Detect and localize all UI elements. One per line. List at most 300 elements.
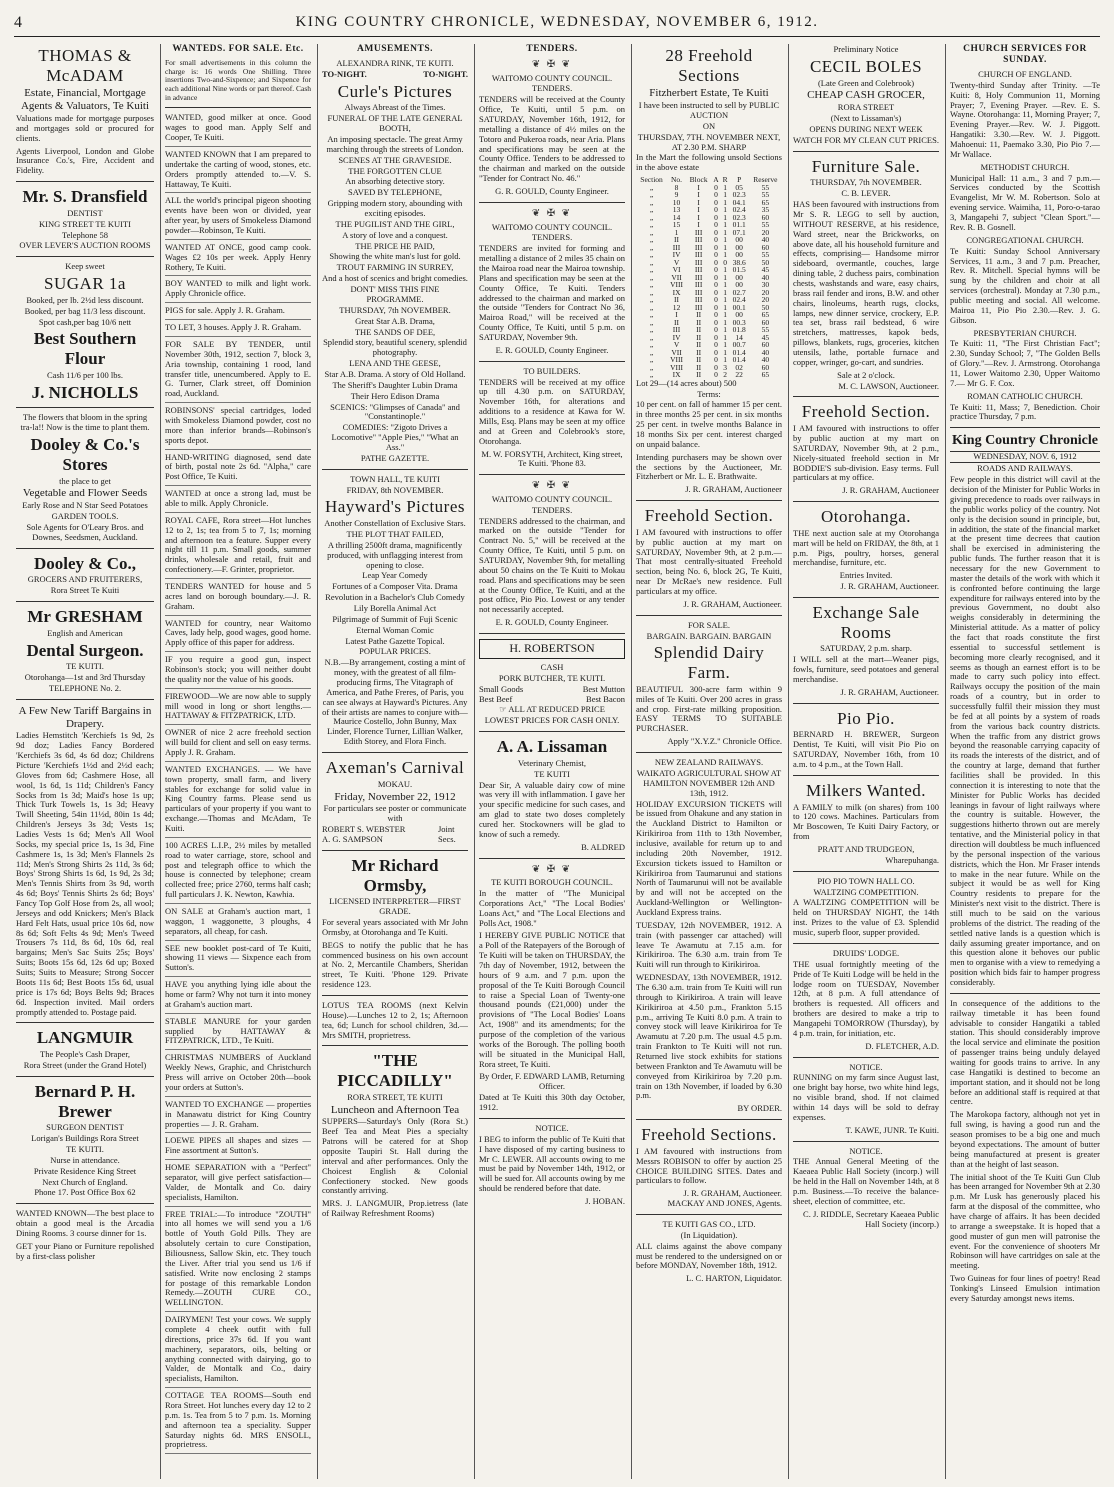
langmuir-sub: The People's Cash Draper, [40,1049,130,1060]
column-rule [160,44,161,1479]
table-row [636,221,782,229]
england-body: Twenty-third Sunday after Trinity. —Te Kuiti: 8, Holy Communion 11, Morning Prayer; 7, Evening Prayer. —Rev. E. S. Wayne. Otorohanga: 11, Morning Prayer; 7, Evening Prayer.—Rev. W. J. Piggott. Hangatiki: 3.30.—Rev. W. J. Piggott. Mahoenui: 11, Paemako 3.30, Pio Pio 7.—Mr Wallace. [950,79,1100,159]
table-cell: 1 [723,272,727,282]
table-header-cell: No. [671,175,683,185]
classified-ad: ON SALE at Graham's auction mart, 1 waggon, 1 waggonette, 3 ploughs, 4 separators, all cheap, for cash. [165,907,311,941]
preliminary-notice: Preliminary Notice [833,44,899,54]
mart-note: In the Mart the following unsold Sections in the above estate [636,152,782,173]
editorial-p3: The Marokopa factory, although not yet in full swing, is having a good run and the season promises to be a big one and much beyond expectations. The amount of butter being manufactured at present is greater than at the height of last season. [950,1109,1100,1169]
table-cell: 00.3 [732,317,746,327]
table-cell: 38.6 [732,257,746,267]
table-cell: I [697,182,700,192]
axeman-body: For particulars see poster or communicate with [323,803,467,824]
table-cell: 40 [761,355,770,365]
pratt: PRATT AND TRUDGEON, [817,844,915,855]
table-cell: 00 [735,242,743,252]
table-cell: II [696,310,702,320]
dooley2-title: Dooley & Co., [34,553,136,573]
table-cell: 50 [761,302,770,312]
table-cell: III [694,235,703,245]
dransfield-note: OVER LEVER'S AUCTION ROOMS [19,240,151,251]
table-cell: 1 [723,325,727,335]
classified-ad: WANTED TO EXCHANGE — properties in Manawatu district for King Country properties — J. R. Graham. [165,1100,311,1134]
axeman-date: Friday, November 22, 1912 [334,790,456,803]
railways: NEW ZEALAND RAILWAYS. [654,757,764,768]
piopio-title: Pio Pio. [837,708,895,728]
table-cell: VIII [670,355,683,365]
editorial-p1: Few people in this district will cavil at the decision of the Minister for Public Works in giving precedence to roads over railways in the public works policy of the country. Not only is the decision sound in principle, but, in addition, the state of the financial market at the present time decrees that caution shall be exercised in administering the public funds. The further reason that it is necessary for the new Government to master the details of the work with which it is confronted before continuing the large expenditure for railways entered into by the previous Government, no doubt also weighs considerably in determining the Ministerial attitude. As a matter of policy the fact that roads constitute the first essential to successful settlement is becoming more clearly recognised, and it seems as though an earnest effort is to be made to carry such policy into effect. Railways occupy the position of the main roads of a country, but in order to successfully fulfil their mission they must be fed at all points by a system of roads from the various back country districts. When the traffic from any district grows beyond the reasonable carrying capacity of its roads the interests of the district, and of the country at large, demand that further facilities shall be provided. In this connection it is interesting to note that the Minister for Public Works has decided leanings in favour of light railways where the country is suitable. However, the suggestions hitherto thrown out are merely tentative, and the Ministerial policy in that direction will doubtless be much influenced by the personal inspection of the various districts, which the Hon. Mr Fraser intends to make in the near future. While on the subject it would be as well for King Country residents to prepare for the Minister's next visit to the district. There is still much to be said on the various problems of the district. The reading of the settled native lands is a question which is daily assuming greater importance, and on this question alone it behoves our public men to organise with a view to remedying a position which bids fair to hamper progress considerably. [950,474,1100,988]
table-row [636,206,782,214]
graham-5: J. R. GRAHAM, Auctioneer. [840,581,939,592]
table-cell: 3 [723,362,727,372]
gresham-phone: TELEPHONE No. 2. [48,683,122,694]
gould-2: E. R. GOULD, County Engineer. [495,344,609,355]
column-2 [165,44,311,1479]
table-cell: 55 [761,190,770,200]
opens: OPENS DURING NEXT WEEK [809,123,923,134]
waikato-show: WAIKATO AGRICULTURAL SHOW AT HAMILTON NOVEMBER 12th AND 13th, 1912. [636,767,782,798]
dooley-title: Dooley & Co.'s Stores [30,435,140,474]
table-cell: 22 [735,370,743,380]
congregational-body: Te Kuiti: Sunday School Anniversary Services, 11 a.m., 3 and 7 p.m. Preacher, Rev. R. Mitchell. Special hymns will be sung by the children and choir at all services (orchestral). Monday at 7.30 p.m., public meeting and social. All welcome. Mairoa 11, Pio Pio 2.30.—Rev. J. G. Gibson. [950,245,1100,325]
table-cell: „ [649,220,654,230]
presbyterian-body: Te Kuiti: 11, "The First Christian Fact"; 2.30, Sunday School; 7, "The Golden Bells of Glory."—Rev. J. Armstrong. Otorohanga 11, Lower Waitomo 2.30, Upper Waitomo 7.— Mr G. F. Cox. [950,338,1100,388]
robertson-l4a: Best Beef [479,693,513,704]
exchange-title: Exchange Sale Rooms [812,603,920,642]
freehold-section-title-2: Freehold Section. [801,402,931,422]
programme-item: A story of love and a conquest. [342,229,448,240]
table-cell: II [696,317,702,327]
table-cell: I [675,310,678,320]
classified-ad: WANTED AT ONCE, good camp cook. Wages £2 10s per week. Apply Henry Rothery, Te Kuiti. [165,243,311,277]
table-cell: II [674,317,680,327]
table-cell: 00 [735,235,743,245]
crest-icon: ❦ ✠ ❦ [531,863,573,875]
programme-item: THE PUGILIST AND THE GIRL, [335,218,455,229]
table-cell: III [694,287,703,297]
brewer-name: Bernard P. H. Brewer [34,1081,136,1121]
kawe: T. KAWE, JUNR. Te Kuiti. [845,1124,939,1135]
programme-item: THURSDAY, 7th NOVEMBER. [339,304,451,315]
terms-heading: Terms: [697,388,721,399]
table-cell: V [673,340,680,350]
table-cell: 8 [674,182,679,192]
cheap-grocer: CHEAP CASH GROCER, [807,89,925,102]
masthead [14,14,1100,37]
classified-ads [165,113,311,1454]
milkers-title: Milkers Wanted. [805,780,927,800]
table-cell: II [696,370,702,380]
robertson-l5: ALL AT REDUCED PRICE [508,704,605,715]
robertson-l3b: Best Mutton [582,683,625,694]
table-cell: 1 [674,227,679,237]
table-cell: 60 [761,362,770,372]
table-cell: „ [649,190,654,200]
church-services-header: CHURCH SERVICES FOR SUNDAY. [963,44,1087,66]
tariff-body: Ladies Hemstitch 'Kerchiefs 1s 9d, 2s 9d doz; Ladies Fancy Bordered 'Kerchiefs 3s 6d, 4s 6d doz; Childrens Picture 'Kerchiefs 1½d and 2½d each; Gloves from 6d; Cashmere Hose, all wool, 1s 6d, 1s 11d; Children's Fancy Socks from 1s 3d; Maid's hose 1s up; Thick Turk Towels 1s, 1s 3d; Heavy Twill Sheeting, 54in 11½d, 80in 1s 4d; Children's Jerseys 3s 3d; Vests 1s; Ladies Vests 1s 6d; Men's All Wool Socks, my special price 1s, 1s 3d, Fine Cashmere 1s, 1s 3d; Men's Flannels 2s 11d; Men's Strong Shirts 2s 11d, 3s 6d; Boys' Strong Shirts 1s 6d, 1s 9d, 2s 3d; Men's Tennis Shirts from 3s 9d, worth 4s 6d; Boys' Tennis Shirts 2s 6d; Boys' Fancy Top Golf Hose from 2s, all wool; Jerseys and odd Knickers; Men's Black Hard Felt Hats, usual price 10s 6d, now 8s 6d; Soft Felts 4s 9d; Men's Tweed Trousers 7s 11d, 8s 6d, 10s 6d, real bargains; Men's Sac Suits 25s; Boys' Suits; Boots 15s 6d, 12s 6d up; Boxed Suits; Suits to Measure; Strong Soccer Boots 11s 6d; Best Boots 15s 6d, usual price is 17s 6d; Boys Belts 9d; Braces 6d. Inspection invited. Mail orders promptly attended to. Postage paid. [16,730,154,1017]
table-cell: 01.5 [732,265,746,275]
newspaper-title: KING COUNTRY CHRONICLE, WEDNESDAY, NOVEMBER 6, 1912. [295,14,819,30]
table-cell: 00 [735,250,743,260]
piccadilly-prop: MRS. J. LANGMUIR, Prop.ietress (late of Railway Refreshment Rooms) [322,1198,468,1219]
table-row [636,244,782,252]
table-row [636,349,782,357]
table-cell: III [694,227,703,237]
programme-item: LENA AND THE GEESE, [349,358,441,369]
column-rule [631,44,632,1479]
table-cell: 0 [714,235,718,245]
dooley-line-3: Sole Agents for O'Leary Bros. and Downes, Seedsmen, Auckland. [26,521,144,542]
table-row [636,199,782,207]
classified-ad: ALL the world's principal pigeon shooting events have been won or divided, year after year, by users of Smokeless Diamond powder—Robinson, Te Kuiti. [165,196,311,239]
table-cell: „ [649,235,654,245]
programme-item: FUNERAL OF THE LATE GENERAL BOOTH, [327,113,463,134]
brewer-line-2: Private Residence King Street [33,1165,137,1176]
table-cell: 1 [723,205,727,215]
table-cell: 00.1 [732,302,746,312]
column-rule [317,44,318,1479]
table-row [636,326,782,334]
flour-title: Best Southern Flour [33,329,137,369]
classified-ad: OWNER of nice 2 acre freehold section will build for client and sell on easy terms. Apply J. R. Graham. [165,728,311,762]
table-cell: III [672,242,681,252]
freehold-28-title: 28 Freehold Sections [665,46,753,85]
table-cell: „ [649,332,654,342]
tenders-3-body: TENDERS addressed to the chairman, and marked on the outside "Tender for Contract No. 5," will be received at the County Office, Te Kuiti, until 5 p.m. on SATURDAY, November 9th, for metalling about 50 chains on the Te Kuiti to Mokau road. Plans and specifications may be seen at the County Office, Te Kuiti, and at the post office, Pio Pio. Lowest or any tender not necessarily accepted. [479,515,625,615]
table-cell: 1 [723,347,727,357]
by-order: BY ORDER. [737,1103,782,1114]
table-row [636,266,782,274]
classified-ad: PIGS for sale. Apply J. R. Graham. [165,306,311,320]
table-cell: „ [649,355,654,365]
table-cell: 45 [761,265,770,275]
table-cell: 20 [761,287,770,297]
table-cell: 01.4 [732,355,746,365]
classified-ad: ROYAL CAFE, Rora street—Hot lunches 12 to 2, 1s; tea from 5 to 7, 1s; morning and afternoon tea a feature. Supper every night till 11 p.m. Small goods, summer drinks, wholesale and retail, fruit and confectionery.—F. Grinter, proprietor. [165,516,311,579]
classified-ad: IF you require a good gun, inspect Robinson's stock; you will neither doubt the quality nor the value of his goods. [165,655,311,689]
ormsby-body-1: For several years associated with Mr John Ormsby, at Otorohanga and Te Kuiti. [322,916,468,937]
classified-ad: WANTED, good milker at once. Good wages to good man. Apply Self and Cooper, Te Kuiti. [165,113,311,147]
classified-ad: TENDERS WANTED for house and 5 acres land on borough boundary.—J. R. Graham. [165,582,311,616]
table-cell: IX [672,370,681,380]
piano-ad: GET your Piano or Furniture repolished by a first-class polisher [16,1240,154,1261]
crest-icon: ❦ ✠ ❦ [531,480,573,492]
table-cell: 0 [714,332,718,342]
editorial-p2: In consequence of the additions to the railway timetable it has been found advisable to consider Hangatiki a tabled station. This should considerably improve the local service and eliminate the position of passenger trains being unduly delayed waiting for goods trains to arrive. In any case Hangatiki is destined to become an important station, and it should not be long before an additional staff is required at that centre. [950,997,1100,1107]
robertson-l1: CASH [540,661,564,672]
table-cell: 12 [672,302,681,312]
table-cell: „ [649,227,654,237]
table-cell: 55 [761,325,770,335]
table-cell: 0 [714,310,718,320]
table-cell: III [694,257,703,267]
table-cell: 0 [714,302,718,312]
table-cell: IX [672,287,681,297]
programme-item: The Sheriff's Daughter Lubin Drama [332,379,458,390]
programme-item: Lily Borella Animal Act [353,602,437,613]
table-cell: 1 [723,235,727,245]
tariff-title: A Few New Tariff Bargains in Drapery. [18,704,152,730]
gresham-line-1: English and American [47,627,123,638]
table-cell: 04.1 [732,197,746,207]
sections-table [636,176,782,379]
table-cell: „ [649,310,654,320]
lawson: M. C. LAWSON, Auctioneer. [838,380,939,391]
table-cell: 65 [761,310,770,320]
table-cell: 1 [723,317,727,327]
dooley2-street: Rora Street Te Kuiti [50,585,120,596]
page-number: 4 [14,14,22,31]
programme-item: Leap Year Comedy [362,570,428,581]
column-3 [322,44,468,1479]
piccadilly-addr: RORA STREET, TE KUITI [347,1091,443,1102]
lissaman-town: TE KUITI [534,768,570,779]
sugar-intro: Keep sweet [65,261,105,272]
table-cell: „ [649,295,654,305]
table-cell: „ [649,272,654,282]
programme-item: TROUT FARMING IN SURREY, [336,262,454,273]
table-row [636,319,782,327]
curle-title: Curle's Pictures [337,81,453,101]
catholic-body: Te Kuiti: 11, Mass; 7, Benediction. Choir practice Thursday, 7 p.m. [950,401,1100,422]
column-rule [474,44,475,1479]
rink-title: ALEXANDRA RINK, TE KUITI. [336,58,454,69]
piccadilly-sub: Luncheon and Afternoon Tea [330,1103,460,1116]
table-cell: II [674,295,680,305]
classified-ad: HAND-WRITING diagnosed, send date of birth, postal note 2s 6d. "Alpha," care Post Office, Te Kuiti. [165,453,311,487]
tenders-1-body: TENDERS will be received at the County Office, Te Kuiti, until 5 p.m. on SATURDAY, November 16th, 1912, for metalling a distance of 4½ miles on the Totoro and Pukeroa roads, near Aria. Plans and specifications may be seen at the County Office. Tenders to be addressed to the chairman and marked on the outside "Tender for Contract No. 46." [479,94,625,184]
table-row [636,251,782,259]
table-header-cell: P [737,175,742,185]
table-cell: 14 [672,212,681,222]
programme-item: PATHE GAZETTE. [360,452,430,463]
town-hall: TOWN HALL, TE KUITI [350,473,440,484]
table-cell: 1 [723,227,727,237]
table-cell: 10 [672,197,681,207]
table-row [636,184,782,192]
thomas-mcadam-body: Valuations made for mortgage purposes and mortgages sold or procured for clients. [16,112,154,143]
programme-item: THE PRICE HE PAID, [355,240,435,251]
furniture-sale: Sale at 2 o'clock. [837,369,895,380]
table-cell: II [696,325,702,335]
programme-item: Latest Pathe Gazette Topical. [345,635,445,646]
table-cell: 0 [714,362,718,372]
table-cell: 1 [723,197,727,207]
brewer-line-4: Phone 17. Post Office Box 62 [34,1187,136,1198]
borough-date: Dated at Te Kuiti this 30th day October, 1912. [479,1092,625,1113]
sugar-line-3: Spot cash,per bag 10/6 nett [38,316,132,327]
forsyth: M. W. FORSYTH, Architect, King street, Te Kuiti. 'Phone 83. [481,448,623,469]
table-cell: 60 [761,317,770,327]
table-row [636,304,782,312]
table-cell: 0 [723,257,727,267]
table-cell: 60 [761,242,770,252]
table-row [636,214,782,222]
robertson-l3a: Small Goods [479,683,524,694]
terms-body: 10 per cent. on fall of hammer 15 per cent. in three months 25 per cent. in six months 25 per cent. in twelve months Balance in 18 months Six per cent. interest charged on unpaid balance. [636,399,782,449]
table-cell: III [672,325,681,335]
lissaman-sign: B. ALDRED [581,841,625,852]
graham-3: J. R. GRAHAM, Auctioneer. [683,1188,782,1199]
sugar-title: SUGAR 1a [44,274,126,294]
intending: Intending purchasers may be shown over the sections by the Auctioneer, Mr. Fitzherbert or Mr. L. E. Brathwaite. [636,451,782,482]
table-cell: 14 [735,332,743,342]
column-rule [788,44,789,1479]
dransfield-phone: Telephone 58 [62,229,108,240]
table-cell: III [694,250,703,260]
otorohanga-title: Otorohanga. [820,507,911,527]
table-cell: II [696,362,702,372]
otorohanga-body: THE next auction sale at my Otorohanga mart will be held on FRIDAY, the 8th, at 1 p.m. Pigs, poultry, horses, general merchandise, furniture, etc. [793,527,939,568]
hayward-programme [322,530,468,747]
table-cell: 1 [723,182,727,192]
table-cell: 45 [761,332,770,342]
axeman-sec-2: A. G. SAMPSON [322,833,383,844]
programme-item: Their Hero Edison Drama [350,390,440,401]
axeman-sec-1: ROBERT S. WEBSTER [322,824,406,835]
table-cell: I [697,197,700,207]
programme-item: Gripping modern story, abounding with exciting episodes. [327,198,463,219]
graham-2: J. R. GRAHAM, Auctioneer. [683,598,782,609]
table-cell: „ [649,302,654,312]
on-label: ON [702,120,716,131]
table-cell: 0 [714,205,718,215]
borough-sign: By Order, F. EDWARD LAMB, Returning Officer. [479,1071,625,1092]
wanteds-header: WANTEDS. FOR SALE. Etc. [172,44,304,54]
table-cell: 0 [714,340,718,350]
table-cell: 0 [714,370,718,380]
notice-sign: J. HOBAN. [585,1195,625,1206]
wednesday-train: WEDNESDAY, 13th NOVEMBER, 1912. The 6.30 a.m. train from Te Kuiti will run through to Kirikiriroa. A train will leave Kirikiriroa at 4.50 p.m., Frankton 5.15 p.m., arriving Te Kuiti 8.0 p.m. A train to convey stock will leave Kirikiriroa for Te Awamutu at 7.20 p.m. The usual 4.5 p.m. train Frankton to Te Kuiti will not run. Returned live stock exhibits for stations between Frankton and Te Awamutu will be conveyed from Kirikiriroa by 7.20 p.m. train on 13th November, if loaded by 6.30 p.m. [636,972,782,1101]
programme-item: DONT' MISS THIS FINE PROGRAMME. [350,284,440,304]
table-cell: „ [649,205,654,215]
table-cell: „ [649,212,654,222]
running-body: RUNNING on my farm since August last, one bright bay horse, two white hind legs, no visible brand, shod. If not claimed within 14 days will be sold to defray expenses. [793,1072,939,1122]
druids-title: DRUIDS' LODGE. [832,947,900,958]
dooley-line-2: GARDEN TOOLS. [51,511,119,522]
axeman-title: Axeman's Carnival [325,758,465,778]
table-cell: I [697,220,700,230]
dooley2-sub: GROCERS AND FRUITERERS, [27,574,143,585]
column-1 [16,44,154,1479]
programme-item: THE SANDS OF DEE, [354,326,436,337]
thomas-mcadam-name: THOMAS & McADAM [38,46,132,85]
lot-29: Lot 29—(14 acres about) 500 [636,377,737,388]
table-cell: 02.7 [732,287,746,297]
table-cell: 1 [723,265,727,275]
programme-item: And a host of scenics and bright comedies. [322,273,468,284]
table-cell: II [696,355,702,365]
classified-ad: STABLE MANURE for your garden supplied by HATTAWAY & FITZPATRICK, LTD., Te Kuiti. [165,1017,311,1051]
lissaman-body: Dear Sir, A valuable dairy cow of mine was very ill with inflammation. I gave her your specific medicine for such cases, and am glad to state two doses completely cured her. Stockowners will be glad to know of such a remedy. [479,779,625,839]
presbyterian-heading: PRESBYTERIAN CHURCH. [973,327,1077,338]
table-cell: 9 [674,190,679,200]
curle-programme [322,114,468,463]
piopio-body: BERNARD H. BREWER, Surgeon Dentist, Te Kuiti, will visit Pio Pio on SATURDAY, November 16th, from 10 a.m. to 4 p.m., at the Town Hall. [793,729,939,770]
druids-body: THE usual fortnightly meeting of the Pride of Te Kuiti Lodge will be held in the lodge room on TUESDAY, November 12th, at 8 p.m. A full attendance of brothers is requested. All officers and brothers are desired to make a trip to Mangapehi TOMORROW (Thursday), by 4 p.m. train, for initiation, etc. [793,958,939,1038]
programme-item: SAVED BY TELEPHONE, [347,187,443,198]
table-cell: 1 [723,340,727,350]
furniture-date: THURSDAY, 7th NOVEMBER. [810,177,922,188]
programme-item: A thrilling 2500ft drama, magnificently produced, with unflagging interest from opening to close. [327,539,463,570]
table-cell: VII [671,272,682,282]
table-cell: „ [649,362,654,372]
table-cell: 1 [723,242,727,252]
table-cell: „ [649,325,654,335]
flour-price: Cash 11/6 per 100 lbs. [47,369,123,380]
table-row [636,289,782,297]
classified-ad: HOME SEPARATION with a "Perfect" separator, will give perfect satisfaction—Valder, de Montalk and Co. dairy specialists, Hamilton. [165,1163,311,1206]
table-cell: 55 [761,250,770,260]
rora-street: RORA STREET [837,102,895,113]
table-header-cell: A [713,175,719,185]
table-cell: „ [649,265,654,275]
column-4 [479,44,625,1479]
programme-item: POPULAR PRICES. [359,646,431,657]
classified-ad: FIREWOOD—We are now able to supply mill wood in long or short lengths.—HATTAWAY & FITZPATRICK, LTD. [165,692,311,726]
classified-ad: SEE new booklet post-card of Te Kuiti, showing 11 views — Sixpence each from Sutton's. [165,944,311,978]
table-row [636,191,782,199]
classified-ad: CHRISTMAS NUMBERS of Auckland Weekly News, Graphic, and Christchurch Press will arrive on October 20th—book your orders at Sutton's. [165,1053,311,1096]
table-cell: 1 [723,280,727,290]
table-cell: „ [649,347,654,357]
table-row [636,311,782,319]
programme-item: THE PLOT THAT FAILED, [346,528,444,539]
sugar-line-2: Booked, per bag 11/3 less discount. [24,305,146,316]
exchange-body: I WILL sell at the mart—Weaner pigs, fowls, furniture, seed potatoes and general merchandise. [793,654,939,685]
classified-ad: DAIRYMEN! Test your cows. We supply complete 4 cheek outfit with full directions, price 37s 6d. If you want machinery, separators, oils, belting or anything connected with dairying, go to Valder, de Montalk and Co., dairy specialists, Hamilton. [165,1315,311,1388]
gas-sign: L. C. HARTON, Liquidator. [686,1273,782,1284]
axeman-place: MOKAU. [377,778,413,789]
table-cell: 07.1 [732,227,746,237]
robertson-l2: PORK BUTCHER, TE KUITI. [498,672,606,683]
table-cell: 1 [723,302,727,312]
langmuir-addr: Rora Street (under the Grand Hotel) [23,1059,147,1070]
borough-title: TE KUITI BOROUGH COUNCIL. [491,877,613,888]
programme-item: SCENES AT THE GRAVESIDE. [338,154,452,165]
table-cell: „ [649,182,654,192]
notice-heading: NOTICE. [535,1122,569,1133]
table-row [636,356,782,364]
table-row [636,296,782,304]
table-cell: „ [649,197,654,207]
table-cell: 13 [672,205,681,215]
table-cell: III [694,280,703,290]
table-cell: I [697,205,700,215]
table-cell: 0 [714,280,718,290]
dransfield-name: Mr. S. Dransfield [22,187,148,207]
table-header-cell: R [722,175,728,185]
table-cell: 65 [761,197,770,207]
dooley-line-1: Early Rose and N Star Seed Potatoes [22,500,148,511]
table-cell: 0 [714,250,718,260]
lever: C. B. LEVER. [841,188,891,199]
boles-title: CECIL BOLES [809,56,923,76]
gresham-town: TE KUITI. [66,661,104,672]
dransfield-role: DENTIST [67,207,103,218]
table-cell: 00.7 [732,340,746,350]
table-cell: 1 [723,355,727,365]
table-cell: 1 [723,250,727,260]
table-cell: 40 [761,272,770,282]
kaeaea-body: THE Annual General Meeting of the Kaeaea Public Hall Society (incorp.) will be held in the Hall on November 14th, at 8 p.m. Business.—To receive the balance-sheet, election of committee, etc. [793,1156,939,1206]
table-cell: „ [649,257,654,267]
table-cell: „ [649,280,654,290]
axeman-joint: Joint Secs. [438,824,456,844]
sugar-line-1: Booked, per lb. 2½d less discount. [26,294,144,305]
crest-icon: ❦ ✠ ❦ [531,207,573,219]
gould-3: E. R. GOULD, County Engineer. [495,617,609,628]
